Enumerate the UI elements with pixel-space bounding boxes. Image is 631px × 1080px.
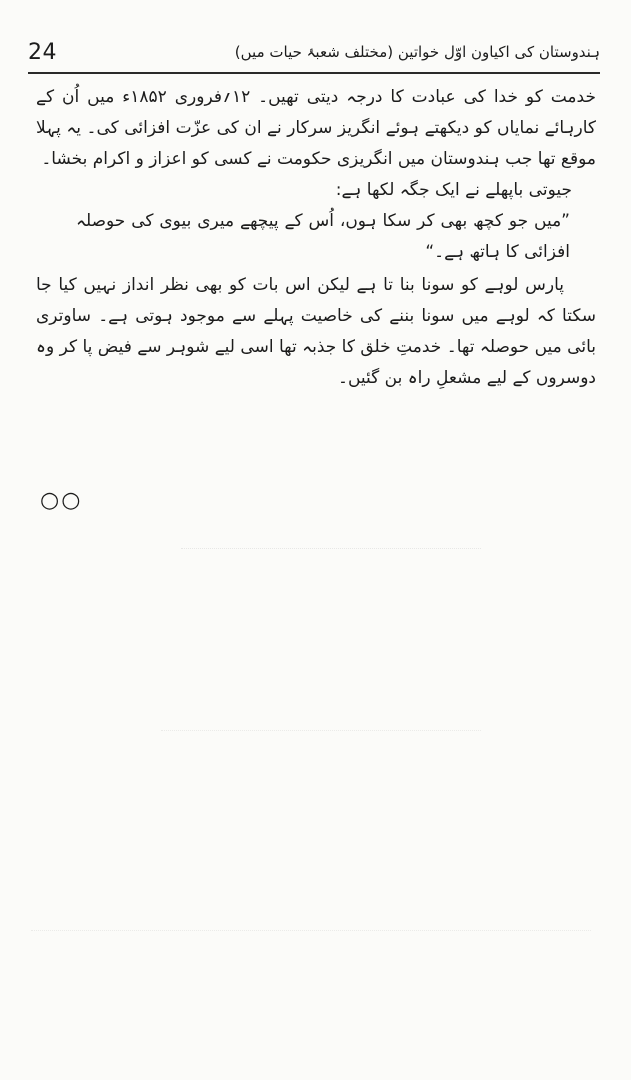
paragraph-1: خدمت کو خدا کی عبادت کا درجہ دیتی تھیں۔ ۱۲؍فروری ۱۸۵۲ء میں اُن کے کارہائے نمایاں کو دیکھتے ہوئے انگریز سرکار نے ان کی عزّت افزائی کی۔ یہ پہلا موقع تھا جب ہندوستان میں انگریزی حکومت نے کسی کو اعزاز و اکرام بخشا۔ [36, 87, 596, 169]
bleed-through-texture [181, 548, 481, 609]
end-mark: ○○ [40, 488, 83, 513]
quote-intro: جیوتی باپھلے نے ایک جگہ لکھا ہے: [335, 180, 572, 200]
header-rule [28, 72, 600, 74]
page-header [28, 36, 600, 68]
running-title: ہندوستان کی اکیاون اوّل خواتین (مختلف شعبۂ حیات میں) [234, 43, 600, 61]
page-number: 24 [28, 39, 57, 65]
block-quote: ”میں جو کچھ بھی کر سکا ہوں، اُس کے پیچھے میری بیوی کی حوصلہ افزائی کا ہاتھ ہے۔“ [76, 211, 570, 262]
body-text [36, 82, 596, 394]
bleed-through-texture [161, 730, 481, 801]
paragraph-2: پارس لوہے کو سونا بنا تا ہے لیکن اس بات کو بھی نظر انداز نہیں کیا جا سکتا کہ لوہے میں سونا بننے کی خاصیت پہلے سے موجود ہوتی ہے۔ ساوتری بائی میں حوصلہ تھا۔ خدمتِ خلق کا جذبہ تھا اسی لیے شوہر سے فیض پا کر وہ دوسروں کے لیے مشعلِ راہ بن گئیں۔ [36, 275, 596, 388]
bleed-through-texture [31, 930, 591, 1021]
